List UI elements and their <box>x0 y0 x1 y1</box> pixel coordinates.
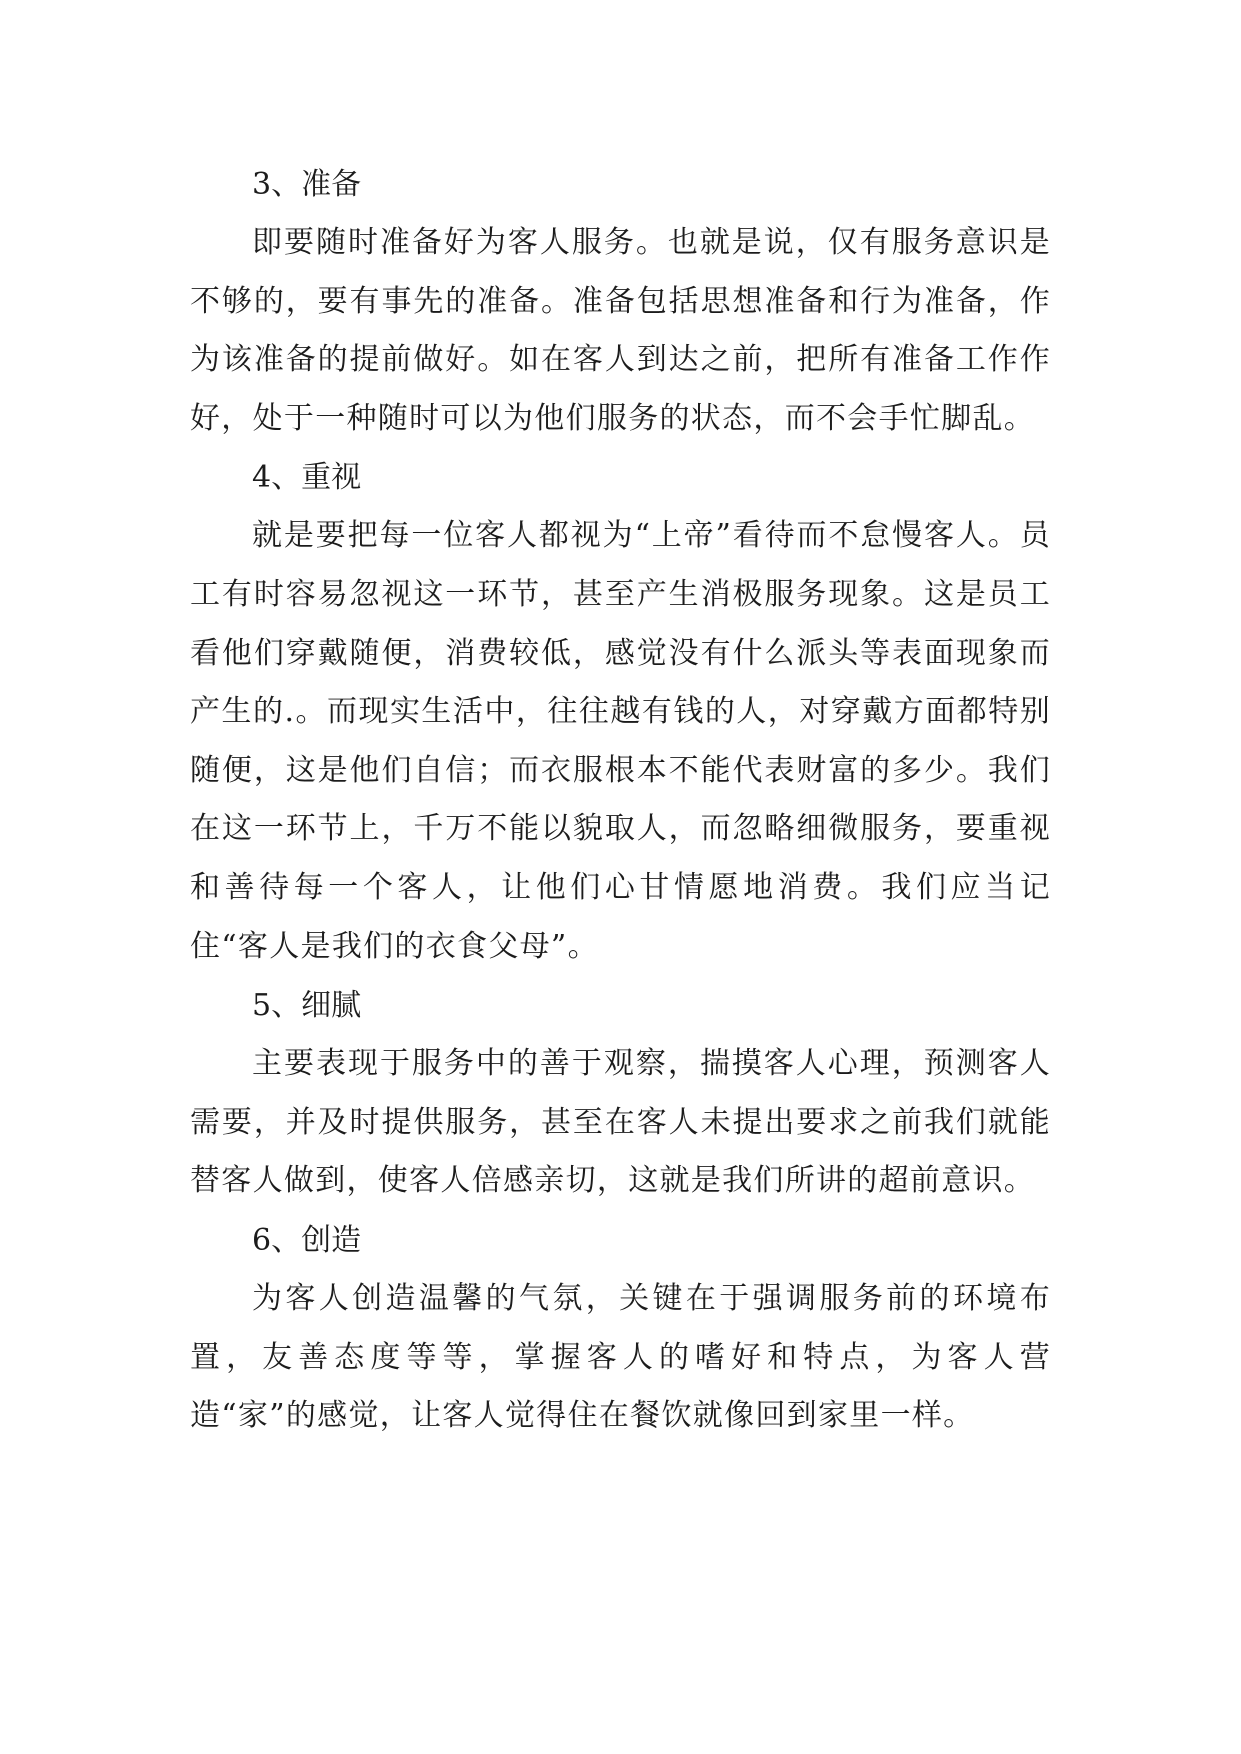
section-paragraph: 就是要把每一位客人都视为“上帝”看待而不怠慢客人。员工有时容易忽视这一环节，甚至产生消极服务现象。这是员工看他们穿戴随便，消费较低，感觉没有什么派头等表面现象而产生的.。而现实生活中，往往越有钱的人，对穿戴方面都特别随便，这是他们自信；而衣服根本不能代表财富的多少。我们在这一环节上，千万不能以貌取人，而忽略细微服务，要重视和善待每一个客人，让他们心甘情愿地消费。我们应当记住“客人是我们的衣食父母”。 <box>190 518 1051 964</box>
section-paragraph: 为客人创造温馨的气氛，关键在于强调服务前的环境布置，友善态度等等，掌握客人的嗜好和特点，为客人营造“家”的感觉，让客人觉得住在餐饮就像回到家里一样。 <box>190 1280 1051 1434</box>
section-heading: 5、细腻 <box>252 988 362 1024</box>
section-attention <box>190 448 1051 976</box>
document-page <box>190 155 1051 1446</box>
section-paragraph: 即要随时准备好为客人服务。也就是说，仅有服务意识是不够的，要有事先的准备。准备包括思想准备和行为准备，作为该准备的提前做好。如在客人到达之前，把所有准备工作作好，处于一种随时可以为他们服务的状态，而不会手忙脚乱。 <box>190 225 1051 436</box>
section-heading: 4、重视 <box>252 460 362 496</box>
section-meticulous <box>190 976 1051 1211</box>
section-preparation <box>190 155 1051 448</box>
section-heading: 6、创造 <box>252 1222 362 1258</box>
section-creation <box>190 1211 1051 1446</box>
section-heading: 3、准备 <box>252 167 362 202</box>
section-paragraph: 主要表现于服务中的善于观察，揣摸客人心理，预测客人需要，并及时提供服务，甚至在客人未提出要求之前我们就能替客人做到，使客人倍感亲切，这就是我们所讲的超前意识。 <box>190 1046 1051 1199</box>
